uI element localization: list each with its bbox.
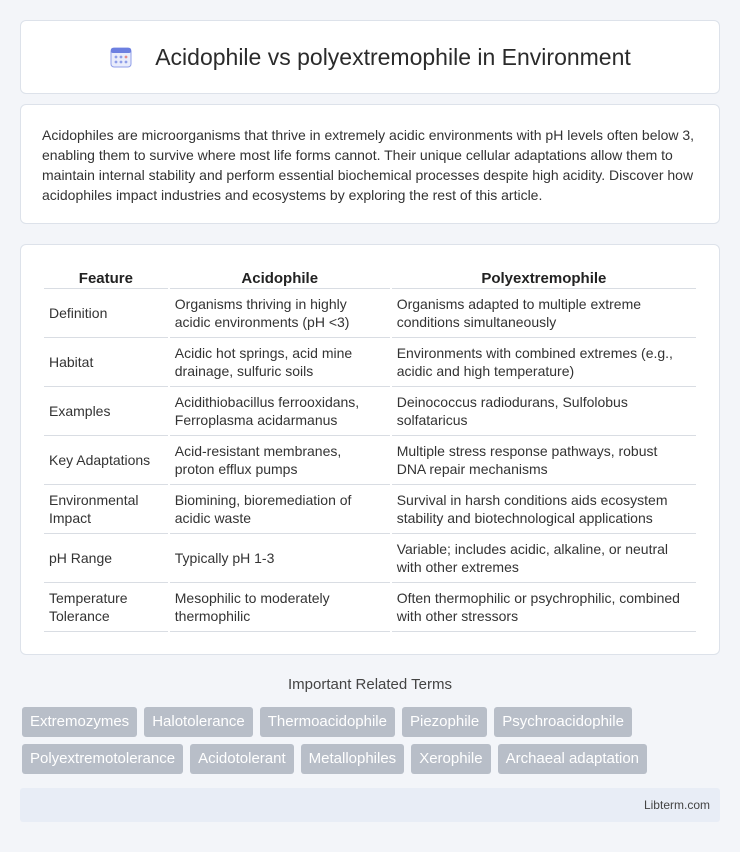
row-feature: Habitat [44, 338, 168, 387]
table-row [44, 534, 696, 583]
row-acidophile: Mesophilic to moderately thermophilic [170, 583, 390, 632]
page-title: Acidophile vs polyextremophile in Environment [155, 43, 631, 70]
table-row [44, 583, 696, 632]
row-polyextremophile: Variable; includes acidic, alkaline, or neutral with other extremes [392, 534, 696, 583]
table-row [44, 387, 696, 436]
table-row [44, 436, 696, 485]
tag-xerophile[interactable]: Xerophile [411, 744, 490, 774]
row-acidophile: Acidithiobacillus ferrooxidans, Ferroplasma acidarmanus [170, 387, 390, 436]
tag-archaeal-adaptation[interactable]: Archaeal adaptation [498, 744, 647, 774]
tag-polyextremotolerance[interactable]: Polyextremotolerance [22, 744, 183, 774]
tag-acidotolerant[interactable]: Acidotolerant [190, 744, 294, 774]
table-header-row [44, 265, 696, 289]
row-feature: Definition [44, 289, 168, 338]
row-polyextremophile: Environments with combined extremes (e.g., acidic and high temperature) [392, 338, 696, 387]
row-polyextremophile: Survival in harsh conditions aids ecosystem stability and biotechnological applications [392, 485, 696, 534]
tag-metallophiles[interactable]: Metallophiles [301, 744, 405, 774]
row-polyextremophile: Often thermophilic or psychrophilic, combined with other stressors [392, 583, 696, 632]
calendar-grid-icon [109, 45, 133, 69]
table-row [44, 338, 696, 387]
footer-brand-link[interactable]: Libterm.com [643, 798, 710, 812]
tag-halotolerance[interactable]: Halotolerance [144, 707, 253, 737]
tag-thermoacidophile[interactable]: Thermoacidophile [260, 707, 395, 737]
row-acidophile: Organisms thriving in highly acidic environments (pH <3) [170, 289, 390, 338]
header-acidophile: Acidophile [170, 265, 390, 289]
tag-piezophile[interactable]: Piezophile [402, 707, 487, 737]
row-feature: pH Range [44, 534, 168, 583]
tag-extremozymes[interactable]: Extremozymes [22, 707, 137, 737]
row-feature: Temperature Tolerance [44, 583, 168, 632]
tag-psychroacidophile[interactable]: Psychroacidophile [494, 707, 632, 737]
row-feature: Environmental Impact [44, 485, 168, 534]
row-acidophile: Biomining, bioremediation of acidic waste [170, 485, 390, 534]
intro-text: Acidophiles are microorganisms that thrive in extremely acidic environments with pH levels often below 3, enabling them to survive where most life forms cannot. Their unique cellular adaptations allow them to maintain internal stability and perform essential biochemical processes despite high acidity. Discover how acidophiles impact industries and ecosystems by exploring the rest of this article. [42, 127, 695, 203]
title-card [20, 20, 720, 94]
row-polyextremophile: Deinococcus radiodurans, Sulfolobus solfataricus [392, 387, 696, 436]
row-acidophile: Acid-resistant membranes, proton efflux pumps [170, 436, 390, 485]
footer [20, 788, 720, 822]
row-acidophile: Typically pH 1-3 [170, 534, 390, 583]
intro-card [20, 104, 720, 224]
row-feature: Examples [44, 387, 168, 436]
comparison-card [20, 244, 720, 655]
row-feature: Key Adaptations [44, 436, 168, 485]
header-polyextremophile: Polyextremophile [392, 265, 696, 289]
row-acidophile: Acidic hot springs, acid mine drainage, sulfuric soils [170, 338, 390, 387]
row-polyextremophile: Multiple stress response pathways, robust DNA repair mechanisms [392, 436, 696, 485]
table-row [44, 485, 696, 534]
comparison-table [42, 265, 698, 632]
related-terms-heading: Important Related Terms [288, 676, 452, 693]
row-polyextremophile: Organisms adapted to multiple extreme conditions simultaneously [392, 289, 696, 338]
related-terms-list [22, 707, 722, 774]
table-row [44, 289, 696, 338]
header-feature: Feature [44, 265, 168, 289]
